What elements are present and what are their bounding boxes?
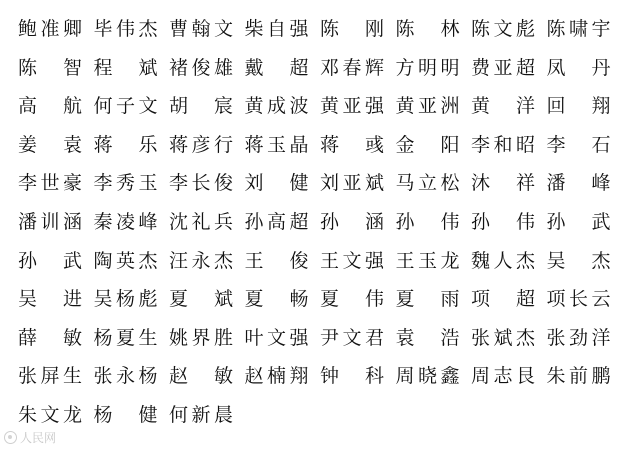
name-entry: 陈 刚 — [320, 18, 384, 40]
name-entry: 曹 翰 文 — [169, 18, 233, 40]
name-entry: 朱 前 鹏 — [546, 365, 611, 388]
name-entry: 孙 武 — [546, 210, 611, 233]
name-entry: 张 劲 洋 — [546, 326, 611, 349]
name-entry: 柴 自 强 — [244, 18, 309, 40]
name-entry: 朱 文 龙 — [18, 403, 82, 426]
name-entry: 赵 敏 — [169, 365, 233, 388]
name-entry: 张 永 杨 — [93, 365, 158, 388]
name-entry: 张 屏 生 — [18, 365, 82, 388]
name-entry: 夏 伟 — [320, 288, 384, 311]
name-entry: 蒋 彧 — [320, 133, 384, 156]
name-entry: 叶 文 强 — [244, 326, 309, 349]
name-entry: 毕 伟 杰 — [93, 18, 158, 40]
name-entry: 孙 高 超 — [244, 210, 309, 233]
name-entry: 何 新 晨 — [169, 403, 233, 426]
name-entry: 周 晓 鑫 — [395, 365, 460, 388]
name-entry: 何 子 文 — [93, 95, 158, 118]
name-entry: 刘 亚 斌 — [320, 172, 384, 195]
name-entry: 陶 英 杰 — [93, 249, 158, 272]
name-entry: 杨 夏 生 — [93, 326, 158, 349]
name-entry: 费 亚 超 — [471, 56, 535, 79]
name-entry: 李 长 俊 — [169, 172, 233, 195]
name-entry: 张 斌 杰 — [471, 326, 535, 349]
name-entry: 潘 训 涵 — [18, 210, 82, 233]
name-entry: 吴 进 — [18, 288, 82, 311]
name-entry: 方 明 明 — [395, 56, 460, 79]
name-entry: 魏 人 杰 — [471, 249, 535, 272]
name-entry: 沈 礼 兵 — [169, 210, 233, 233]
name-entry: 李 世 豪 — [18, 172, 82, 195]
name-entry: 吴 杰 — [546, 249, 611, 272]
name-entry: 褚 俊 雄 — [169, 56, 233, 79]
name-entry: 王 文 强 — [320, 249, 384, 272]
name-entry: 黄 成 波 — [244, 95, 309, 118]
name-entry: 孙 伟 — [471, 210, 535, 233]
name-entry: 高 航 — [18, 95, 82, 118]
name-entry: 秦 凌 峰 — [93, 210, 158, 233]
name-entry: 尹 文 君 — [320, 326, 384, 349]
name-entry: 夏 畅 — [244, 288, 309, 311]
name-entry: 王 玉 龙 — [395, 249, 460, 272]
name-entry: 蒋 乐 — [93, 133, 158, 156]
name-entry: 潘 峰 — [546, 172, 611, 195]
name-entry: 王 俊 — [244, 249, 309, 272]
name-entry: 周 志 艮 — [471, 365, 535, 388]
name-entry: 陈 啸 宇 — [546, 18, 611, 40]
name-entry: 胡 宸 — [169, 95, 233, 118]
name-entry: 夏 斌 — [169, 288, 233, 311]
name-entry: 夏 雨 — [395, 288, 460, 311]
name-entry: 鲍 准 卿 — [18, 18, 82, 40]
name-entry: 陈 智 — [18, 56, 82, 79]
name-entry: 项 超 — [471, 288, 535, 311]
name-entry: 项 长 云 — [546, 288, 611, 311]
name-entry: 李 秀 玉 — [93, 172, 158, 195]
name-entry: 孙 涵 — [320, 210, 384, 233]
watermark — [4, 429, 56, 446]
name-entry: 吴 杨 彪 — [93, 288, 158, 311]
name-entry: 姚 界 胜 — [169, 326, 233, 349]
name-entry: 凤 丹 — [546, 56, 611, 79]
name-entry: 薛 敏 — [18, 326, 82, 349]
name-entry: 汪 永 杰 — [169, 249, 233, 272]
name-list — [18, 10, 618, 435]
watermark-text: 人民网 — [20, 431, 57, 445]
name-entry: 戴 超 — [244, 56, 309, 79]
name-entry: 回 翔 — [546, 95, 611, 118]
name-entry: 姜 袁 — [18, 133, 82, 156]
name-entry: 黄 亚 洲 — [395, 95, 460, 118]
name-entry: 孙 武 — [18, 249, 82, 272]
name-entry: 李 和 昭 — [471, 133, 535, 156]
name-entry: 刘 健 — [244, 172, 309, 195]
name-entry: 金 阳 — [395, 133, 460, 156]
name-entry: 邓 春 辉 — [320, 56, 384, 79]
name-entry: 陈 林 — [395, 18, 460, 40]
name-entry: 沐 祥 — [471, 172, 535, 195]
name-entry: 马 立 松 — [395, 172, 460, 195]
name-entry: 陈 文 彪 — [471, 18, 535, 40]
name-entry: 李 石 — [546, 133, 611, 156]
name-entry: 孙 伟 — [395, 210, 460, 233]
name-entry: 袁 浩 — [395, 326, 460, 349]
name-entry: 黄 洋 — [471, 95, 535, 118]
watermark-logo-icon — [4, 431, 17, 444]
name-entry: 黄 亚 强 — [320, 95, 384, 118]
name-entry: 钟 科 — [320, 365, 384, 388]
name-entry: 赵 楠 翔 — [244, 365, 309, 388]
name-entry: 杨 健 — [93, 403, 158, 426]
name-entry: 蒋 彦 行 — [169, 133, 233, 156]
name-entry: 程 斌 — [93, 56, 158, 79]
name-entry: 蒋 玉 晶 — [244, 133, 309, 156]
